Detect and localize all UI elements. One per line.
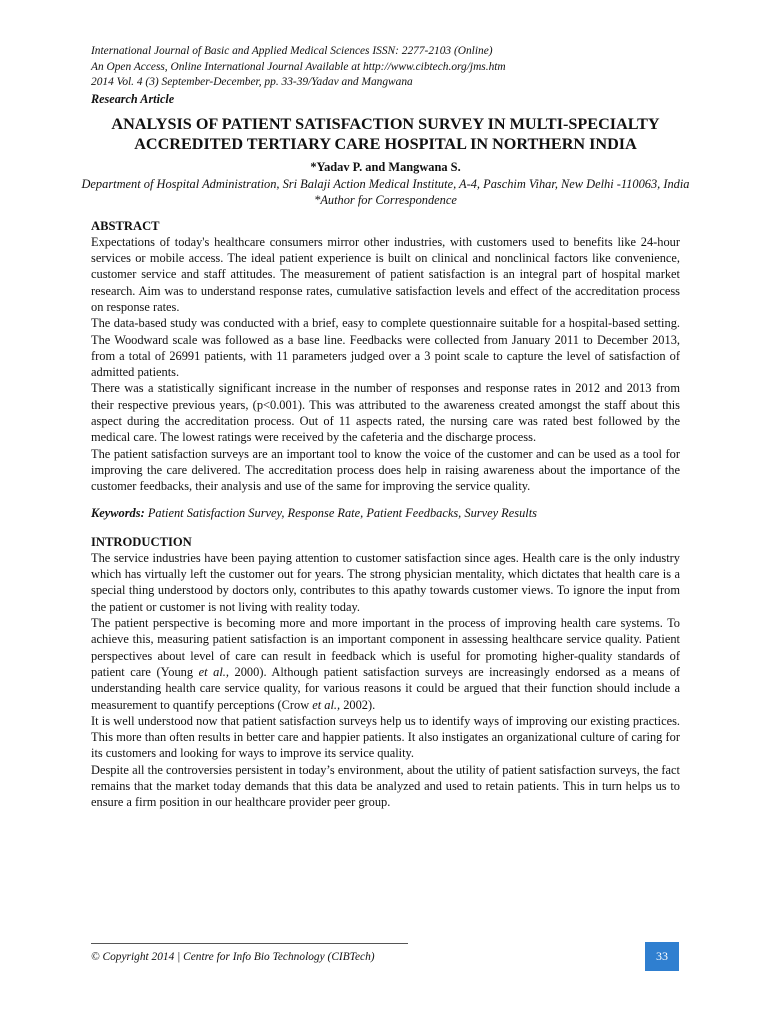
journal-header-line3: 2014 Vol. 4 (3) September-December, pp. 33-39/Yadav and Mangwana (91, 76, 413, 89)
affiliation: Department of Hospital Administration, Sri Balaji Action Medical Institute, A-4, Paschim Vihar, New Delhi -110063, India (81, 176, 690, 191)
intro-paragraph: Despite all the controversies persistent in today’s environment, about the utility of patient satisfaction surveys, the fact remains that the market today demands that this data be analyzed and used to retain patients. This in turn helps us to ensure a firm position in our healthcare provider peer group. (91, 762, 680, 810)
keywords (91, 505, 680, 521)
author-list: *Yadav P. and Mangwana S. (310, 159, 461, 174)
intro-paragraph: It is well understood now that patient satisfaction surveys help us to identify ways of improving our existing practices. This more than often results in better care and happier patients. It also instigates an organizational culture of caring for its customers and looking for ways to improve its service quality. (91, 713, 680, 761)
page-number-badge: 33 (645, 942, 679, 971)
keywords-label: Keywords: (91, 505, 145, 520)
abstract-paragraph: The patient satisfaction surveys are an important tool to know the voice of the customer and can be used as a tool for improving the care delivered. The accreditation process does help in raising awareness about the importance of the customer feedbacks, their analysis and use of the same for improving the service quality. (91, 446, 680, 494)
citation-etal: et al., (312, 697, 341, 712)
intro-text: The patient perspective is becoming more and more important in the process of improving health care systems. To achieve this, measuring patient satisfaction is an important component in assessing healthcare service quality. Patient perspectives about level of care can result in feedback which is useful for promoting higher-quality standards of patient care (Young (91, 616, 680, 679)
keywords-text: Patient Satisfaction Survey, Response Rate, Patient Feedbacks, Survey Results (147, 505, 537, 520)
journal-header-line1: International Journal of Basic and Applied Medical Sciences ISSN: 2277-2103 (Online) (91, 45, 493, 57)
introduction-heading: INTRODUCTION (91, 534, 192, 549)
intro-text: 2002). (340, 697, 376, 712)
abstract-paragraph: The data-based study was conducted with a brief, easy to complete questionnaire suitable for a hospital-based setting. The Woodward scale was followed as a base line. Feedbacks were collected from January 2011 to December 2013, from a total of 26991 patients, with 11 parameters judged over a 3 point scale to capture the level of satisfaction of admitted patients. (91, 316, 680, 380)
intro-text: 2000). Although patient satisfaction surveys are increasingly endorsed as a means of understanding health care service quality, for various reasons it could be argued that their function should include a measurement to quantify perceptions (Crow (91, 664, 681, 712)
abstract-heading: ABSTRACT (91, 218, 160, 233)
journal-header-line2: An Open Access, Online International Journal Available at http://www.cibtech.org/jms.htm (91, 60, 506, 73)
intro-paragraph (91, 615, 680, 713)
footer-divider (91, 943, 408, 944)
abstract-paragraph: There was a statistically significant increase in the number of responses and response rates in 2012 and 2013 from their respective previous years, (p<0.001). This was attributed to the awareness created amongst the staff about this aspect during the accreditation process. Out of 11 aspects rated, the nursing care was rated best followed by the medical care. The lowest ratings were received by the cafeteria and the discharge process. (91, 381, 680, 445)
article-page (81, 44, 690, 811)
paper-title: ANALYSIS OF PATIENT SATISFACTION SURVEY IN MULTI-SPECIALTY ACCREDITED TERTIARY CARE HOSPITAL IN NORTHERN INDIA (111, 114, 660, 154)
citation-etal: et al., (198, 664, 229, 679)
copyright-notice: © Copyright 2014 | Centre for Info Bio Technology (CIBTech) (91, 951, 375, 963)
article-type: Research Article (91, 91, 175, 106)
abstract-paragraph: Expectations of today's healthcare consumers mirror other industries, with customers used to benefits like 24-hour services or mobile access. The ideal patient experience is built on clinical and nonclinical factors like convenience, customer service and staff attitudes. The measurement of patient satisfaction is an integral part of hospital market research. Aim was to understand response rates, cumulative satisfaction levels and effect of the accreditation process on response rates. (91, 234, 680, 314)
intro-paragraph: The service industries have been paying attention to customer satisfaction since ages. Health care is the only industry which has virtually left the customer out for years. The strong physician mentality, which dictates that health care is a special thing understood by doctors only, contributes to this apathy towards customer views. To ignore the input from the patient or customer is not living with reality today. (91, 550, 680, 614)
correspondence-note: *Author for Correspondence (314, 193, 457, 208)
